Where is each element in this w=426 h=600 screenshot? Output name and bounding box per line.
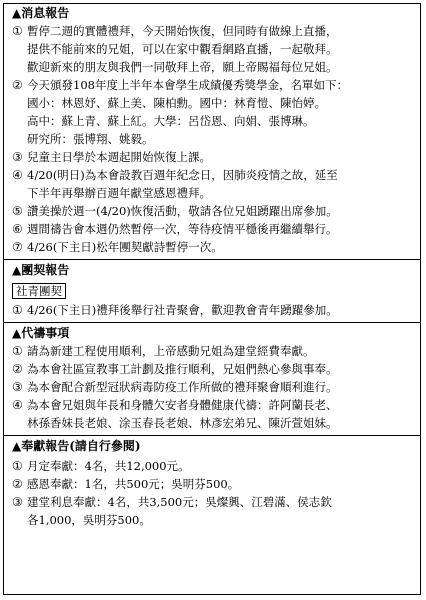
item-text: 讚美操於週一(4/20)恢復活動，敬請各位兄姐踴躍出席參加。 — [27, 204, 338, 218]
prayer-item-2 — [12, 362, 420, 377]
prayer-item-3 — [12, 380, 420, 395]
item-text: 感恩奉獻：1名，共500元；吳明芬500。 — [27, 477, 240, 491]
news-item-2 — [12, 78, 420, 93]
item-marker: ② — [12, 362, 23, 376]
news-item-7 — [12, 240, 420, 255]
section-divider — [4, 322, 420, 323]
item-text: 為本會兄姐與年長和身體欠安者身體健康代禱：許阿蘭長老、 — [27, 398, 338, 412]
fellowship-item-1 — [12, 303, 420, 318]
news-item-1-line-2: 提供不能前來的兄姐，可以在家中觀看網路直播，一起敬拜。 — [27, 42, 338, 56]
item-marker: ⑦ — [12, 240, 23, 254]
item-marker: ② — [12, 477, 23, 491]
bulletin-frame — [3, 3, 421, 595]
section-title-fellowship: ▲團契報告 — [12, 263, 70, 277]
item-text: 為本會配合新型冠狀病毒防疫工作所做的禮拜聚會順利進行。 — [27, 380, 338, 394]
item-text: 暫停二週的實體禮拜，今天開始恢復，但同時有做線上直播， — [27, 24, 338, 38]
item-marker: ① — [12, 24, 23, 38]
prayer-item-4-line-2: 林孫香妹長老娘、涂玉春長老娘、林彥宏弟兄、陳沂萱姐妹。 — [27, 416, 338, 430]
item-text: 4/20(明日)為本會設教百週年紀念日，因肺炎疫情之故，延至 — [27, 168, 338, 182]
item-marker: ④ — [12, 398, 23, 412]
section-title-offering: ▲奉獻報告(請自行參閱) — [12, 439, 141, 453]
news-item-1-line-3: 歡迎新來的朋友與我們一同敬拜上帝，願上帝賜福每位兄姐。 — [27, 60, 338, 74]
news-item-4 — [12, 168, 420, 183]
prayer-item-4 — [12, 398, 420, 413]
offering-item-2 — [12, 477, 420, 492]
section-divider — [4, 259, 420, 260]
item-marker: ① — [12, 344, 23, 358]
item-text: 請為新建工程使用順利，上帝感動兄姐為建堂經費奉獻。 — [27, 344, 315, 358]
item-text: 今天頒發108年度上半年本會學生成績優秀獎學金，名單如下： — [27, 78, 348, 92]
prayer-item-1 — [12, 344, 420, 359]
item-text: 建堂利息奉獻：4名，共3,500元；吳燦興、江碧滿、侯志欽 — [27, 495, 332, 509]
fellowship-group-label: 社青團契 — [12, 283, 66, 299]
item-marker: ③ — [12, 150, 23, 164]
item-text: 為本會社區宣教事工計劃及推行順利，兄姐們熱心參與事奉。 — [27, 362, 338, 376]
section-title-news: ▲消息報告 — [12, 6, 70, 20]
item-marker: ② — [12, 78, 23, 92]
offering-item-3 — [12, 495, 420, 510]
item-marker: ① — [12, 459, 23, 473]
item-marker: ③ — [12, 380, 23, 394]
news-item-2-line-2: 國小：林恩妤、蘇上美、陳柏勳。國中：林育愷、陳怡婷。 — [27, 96, 326, 110]
news-item-2-line-3: 高中：蘇上青、蘇上紅。大學：呂岱恩、向娟、張博琳。 — [27, 114, 315, 128]
news-item-5 — [12, 204, 420, 219]
item-marker: ③ — [12, 495, 23, 509]
section-divider — [4, 435, 420, 436]
news-item-4-line-2: 下半年再舉辦百週年獻堂感恩禮拜。 — [27, 186, 211, 200]
item-text: 4/26(下主日)松年團契獻詩暫停一次。 — [27, 240, 223, 254]
offering-item-1 — [12, 459, 420, 474]
item-text: 月定奉獻：4名，共12,000元。 — [27, 459, 190, 473]
item-marker: ⑥ — [12, 222, 23, 236]
section-title-prayer: ▲代禱事項 — [12, 326, 70, 340]
item-text: 兒童主日學於本週起開始恢復上課。 — [27, 150, 211, 164]
news-item-6 — [12, 222, 420, 237]
news-item-2-line-4: 研究所：張博翔、姚毅。 — [27, 132, 154, 146]
item-text: 4/26(下主日)禮拜後舉行社青聚會，歡迎教會青年踴躍參加。 — [27, 303, 338, 317]
item-marker: ① — [12, 303, 23, 317]
offering-item-3-line-2: 各1,000，吳明芬500。 — [27, 513, 151, 527]
item-marker: ⑤ — [12, 204, 23, 218]
item-text: 週間禱告會本週仍然暫停一次，等待疫情平穩後再繼續舉行。 — [27, 222, 338, 236]
item-marker: ④ — [12, 168, 23, 182]
news-item-3 — [12, 150, 420, 165]
news-item-1 — [12, 24, 420, 39]
